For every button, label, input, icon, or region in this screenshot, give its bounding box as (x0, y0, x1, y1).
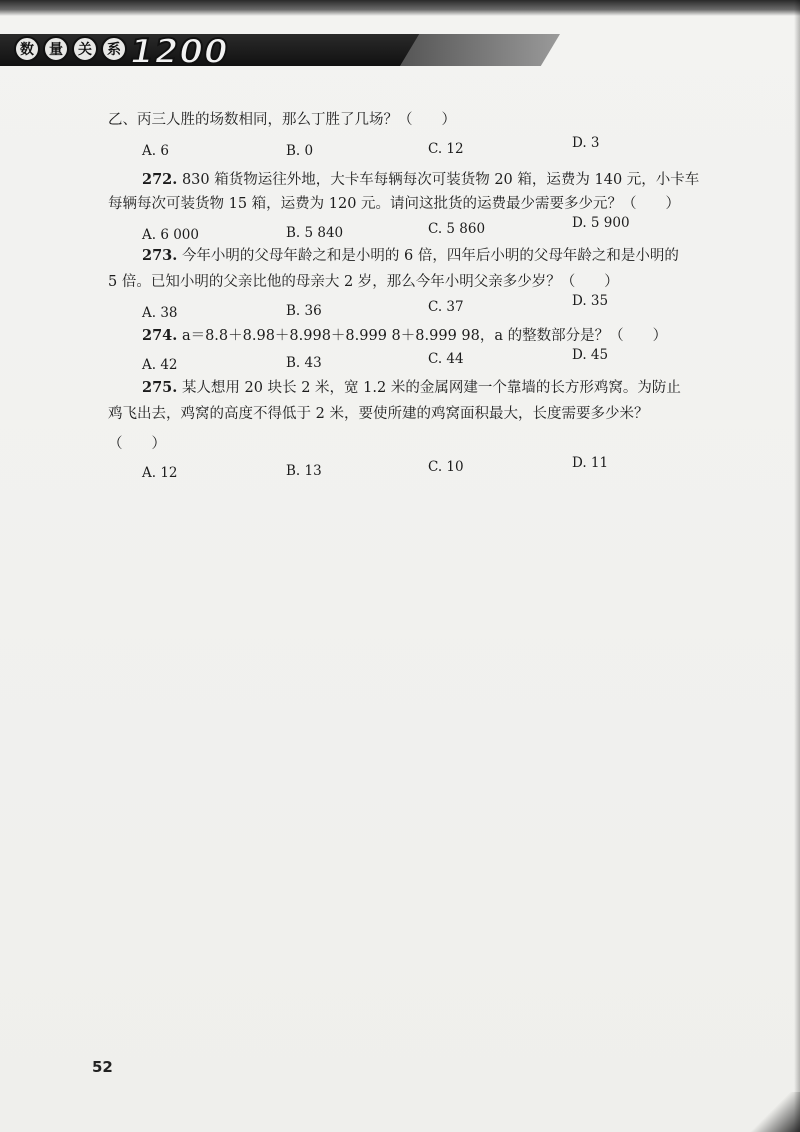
option-a: A. 6 (142, 143, 169, 159)
option-a: A. 38 (142, 305, 178, 321)
header-banner-fade (400, 34, 560, 66)
series-title-char: 关 (72, 36, 98, 62)
question-text: 830 箱货物运往外地，大卡车每辆每次可装货物 20 箱，运费为 140 元，小卡车 (181, 172, 700, 188)
question-text: a＝8.8＋8.98＋8.998＋8.999 8＋8.999 98，a 的整数部分是？（ ） (181, 328, 668, 344)
option-d: D. 11 (572, 455, 609, 471)
question-275-line-2: 鸡飞出去，鸡窝的高度不得低于 2 米，要使所建的鸡窝面积最大，长度需要多少米？ (108, 406, 649, 422)
series-title (14, 36, 127, 62)
question-continued-text: 乙、丙三人胜的场数相同，那么丁胜了几场？（ ） (108, 112, 456, 128)
question-273-line-2: 5 倍。已知小明的父亲比他的母亲大 2 岁，那么今年小明父亲多少岁？（ ） (108, 274, 619, 290)
option-d: D. 5 900 (572, 215, 630, 231)
option-d: D. 35 (572, 293, 609, 309)
option-d: D. 3 (572, 135, 600, 151)
question-number: 275. (142, 379, 178, 396)
scan-shadow-top (0, 0, 800, 16)
option-b: B. 0 (286, 143, 314, 159)
series-number: 1200 (130, 32, 229, 72)
scan-shadow-corner (740, 1092, 800, 1132)
question-275-line-1 (142, 378, 722, 398)
option-c: C. 37 (428, 299, 464, 315)
series-header (0, 28, 800, 74)
option-b: B. 5 840 (286, 225, 344, 241)
question-273-line-1 (142, 246, 722, 266)
option-c: C. 5 860 (428, 221, 486, 237)
question-272-line-2: 每辆每次可装货物 15 箱，运费为 120 元。请问这批货的运费最少需要多少元？（ ） (108, 196, 681, 212)
option-a: A. 12 (142, 465, 178, 481)
option-b: B. 43 (286, 355, 322, 371)
option-b: B. 13 (286, 463, 322, 479)
option-a: A. 42 (142, 357, 178, 373)
option-d: D. 45 (572, 347, 609, 363)
question-number: 272. (142, 171, 178, 188)
question-text: 今年小明的父母年龄之和是小明的 6 倍，四年后小明的父母年龄之和是小明的 (181, 248, 679, 264)
page-number: 52 (92, 1058, 113, 1076)
question-272-line-1 (142, 170, 722, 190)
series-title-char: 量 (43, 36, 69, 62)
question-number: 274. (142, 327, 178, 344)
option-c: C. 12 (428, 141, 464, 157)
scan-shadow-right (794, 0, 800, 1132)
option-c: C. 44 (428, 351, 464, 367)
question-number: 273. (142, 247, 178, 264)
option-c: C. 10 (428, 459, 464, 475)
option-a: A. 6 000 (142, 227, 199, 243)
question-275-line-3: （ ） (108, 436, 166, 452)
series-title-char: 数 (14, 36, 40, 62)
option-b: B. 36 (286, 303, 322, 319)
series-title-char: 系 (101, 36, 127, 62)
question-274-line-1 (142, 326, 722, 346)
question-text: 某人想用 20 块长 2 米，宽 1.2 米的金属网建一个靠墙的长方形鸡窝。为防止 (181, 380, 681, 396)
